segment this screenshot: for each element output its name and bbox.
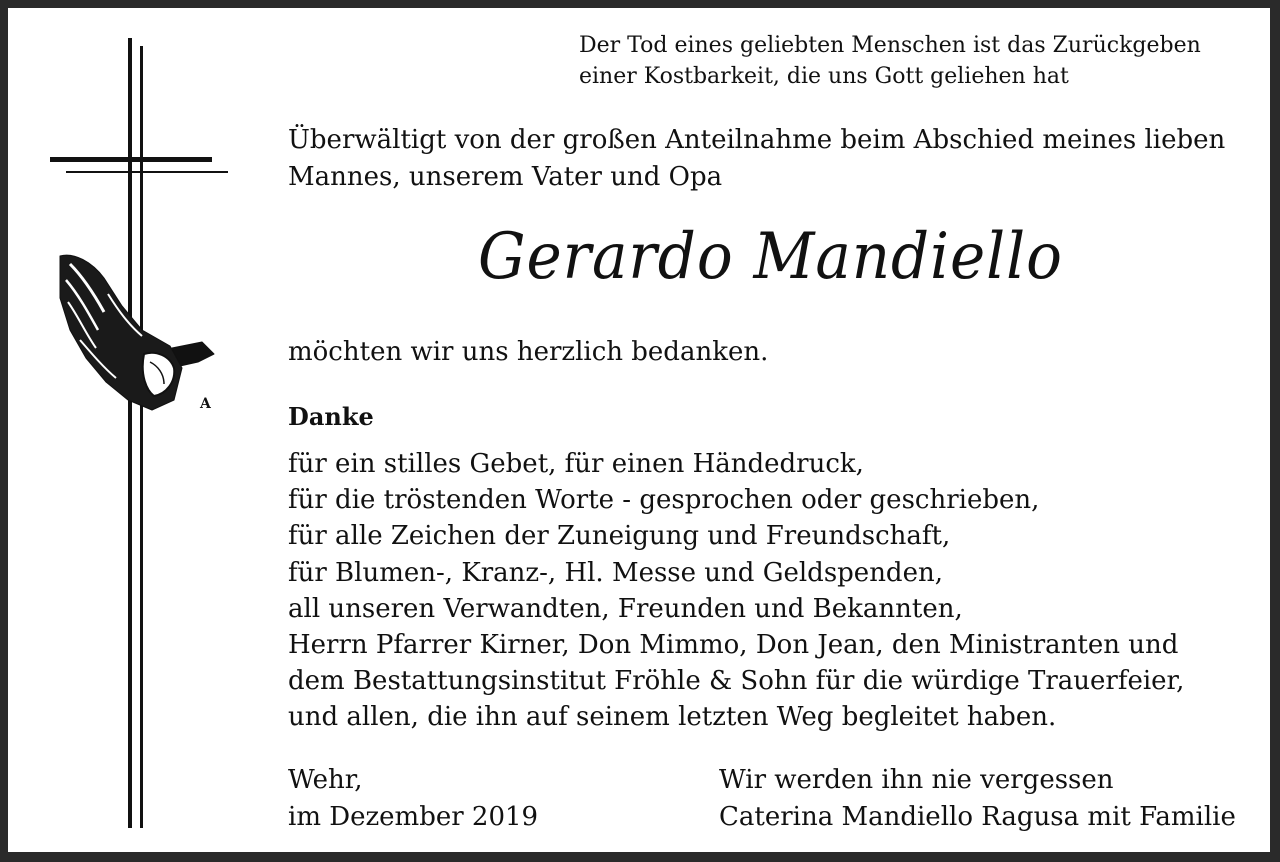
list-item: für ein stilles Gebet, für einen Händedruck, [288, 449, 864, 479]
intro-text [288, 122, 1225, 196]
list-item: Herrn Pfarrer Kirner, Don Mimmo, Don Jean, den Ministranten und [288, 630, 1179, 661]
cross-vertical-line [140, 46, 143, 828]
praying-hands-icon [52, 250, 222, 420]
list-item: für Blumen-, Kranz-, Hl. Messe und Geldspenden, [288, 557, 943, 588]
list-item: all unseren Verwandten, Freunden und Bekannten, [288, 593, 963, 624]
thanks-line: möchten wir uns herzlich bedanken. [288, 337, 769, 367]
danke-list [288, 446, 1184, 736]
quote-line: Der Tod eines geliebten Menschen ist das Zurückgeben [579, 33, 1201, 58]
place: Wehr, [288, 765, 363, 795]
signature-line-2: Caterina Mandiello Ragusa mit Familie [719, 802, 1236, 832]
danke-heading: Danke [288, 402, 374, 431]
deceased-name: Gerardo Mandiello [478, 220, 1063, 294]
intro-line: Mannes, unserem Vater und Opa [288, 162, 723, 192]
quote [579, 30, 1201, 92]
list-item: und allen, die ihn auf seinem letzten Weg begleitet haben. [288, 702, 1057, 733]
list-item: für die tröstenden Worte - gesprochen oder geschrieben, [288, 485, 1040, 516]
intro-line: Überwältigt von der großen Anteilnahme beim Abschied meines lieben [288, 125, 1226, 155]
artist-monogram: A [200, 396, 211, 412]
cross-horizontal-bar [50, 157, 212, 162]
signature-line-1: Wir werden ihn nie vergessen [719, 765, 1114, 795]
signature [719, 762, 1236, 836]
list-item: für alle Zeichen der Zuneigung und Freundschaft, [288, 521, 951, 552]
cross-horizontal-line [66, 171, 228, 173]
quote-line: einer Kostbarkeit, die uns Gott geliehen hat [579, 64, 1069, 89]
place-date [288, 762, 538, 836]
date: im Dezember 2019 [288, 802, 539, 832]
list-item: dem Bestattungsinstitut Fröhle & Sohn für die würdige Trauerfeier, [288, 666, 1185, 697]
